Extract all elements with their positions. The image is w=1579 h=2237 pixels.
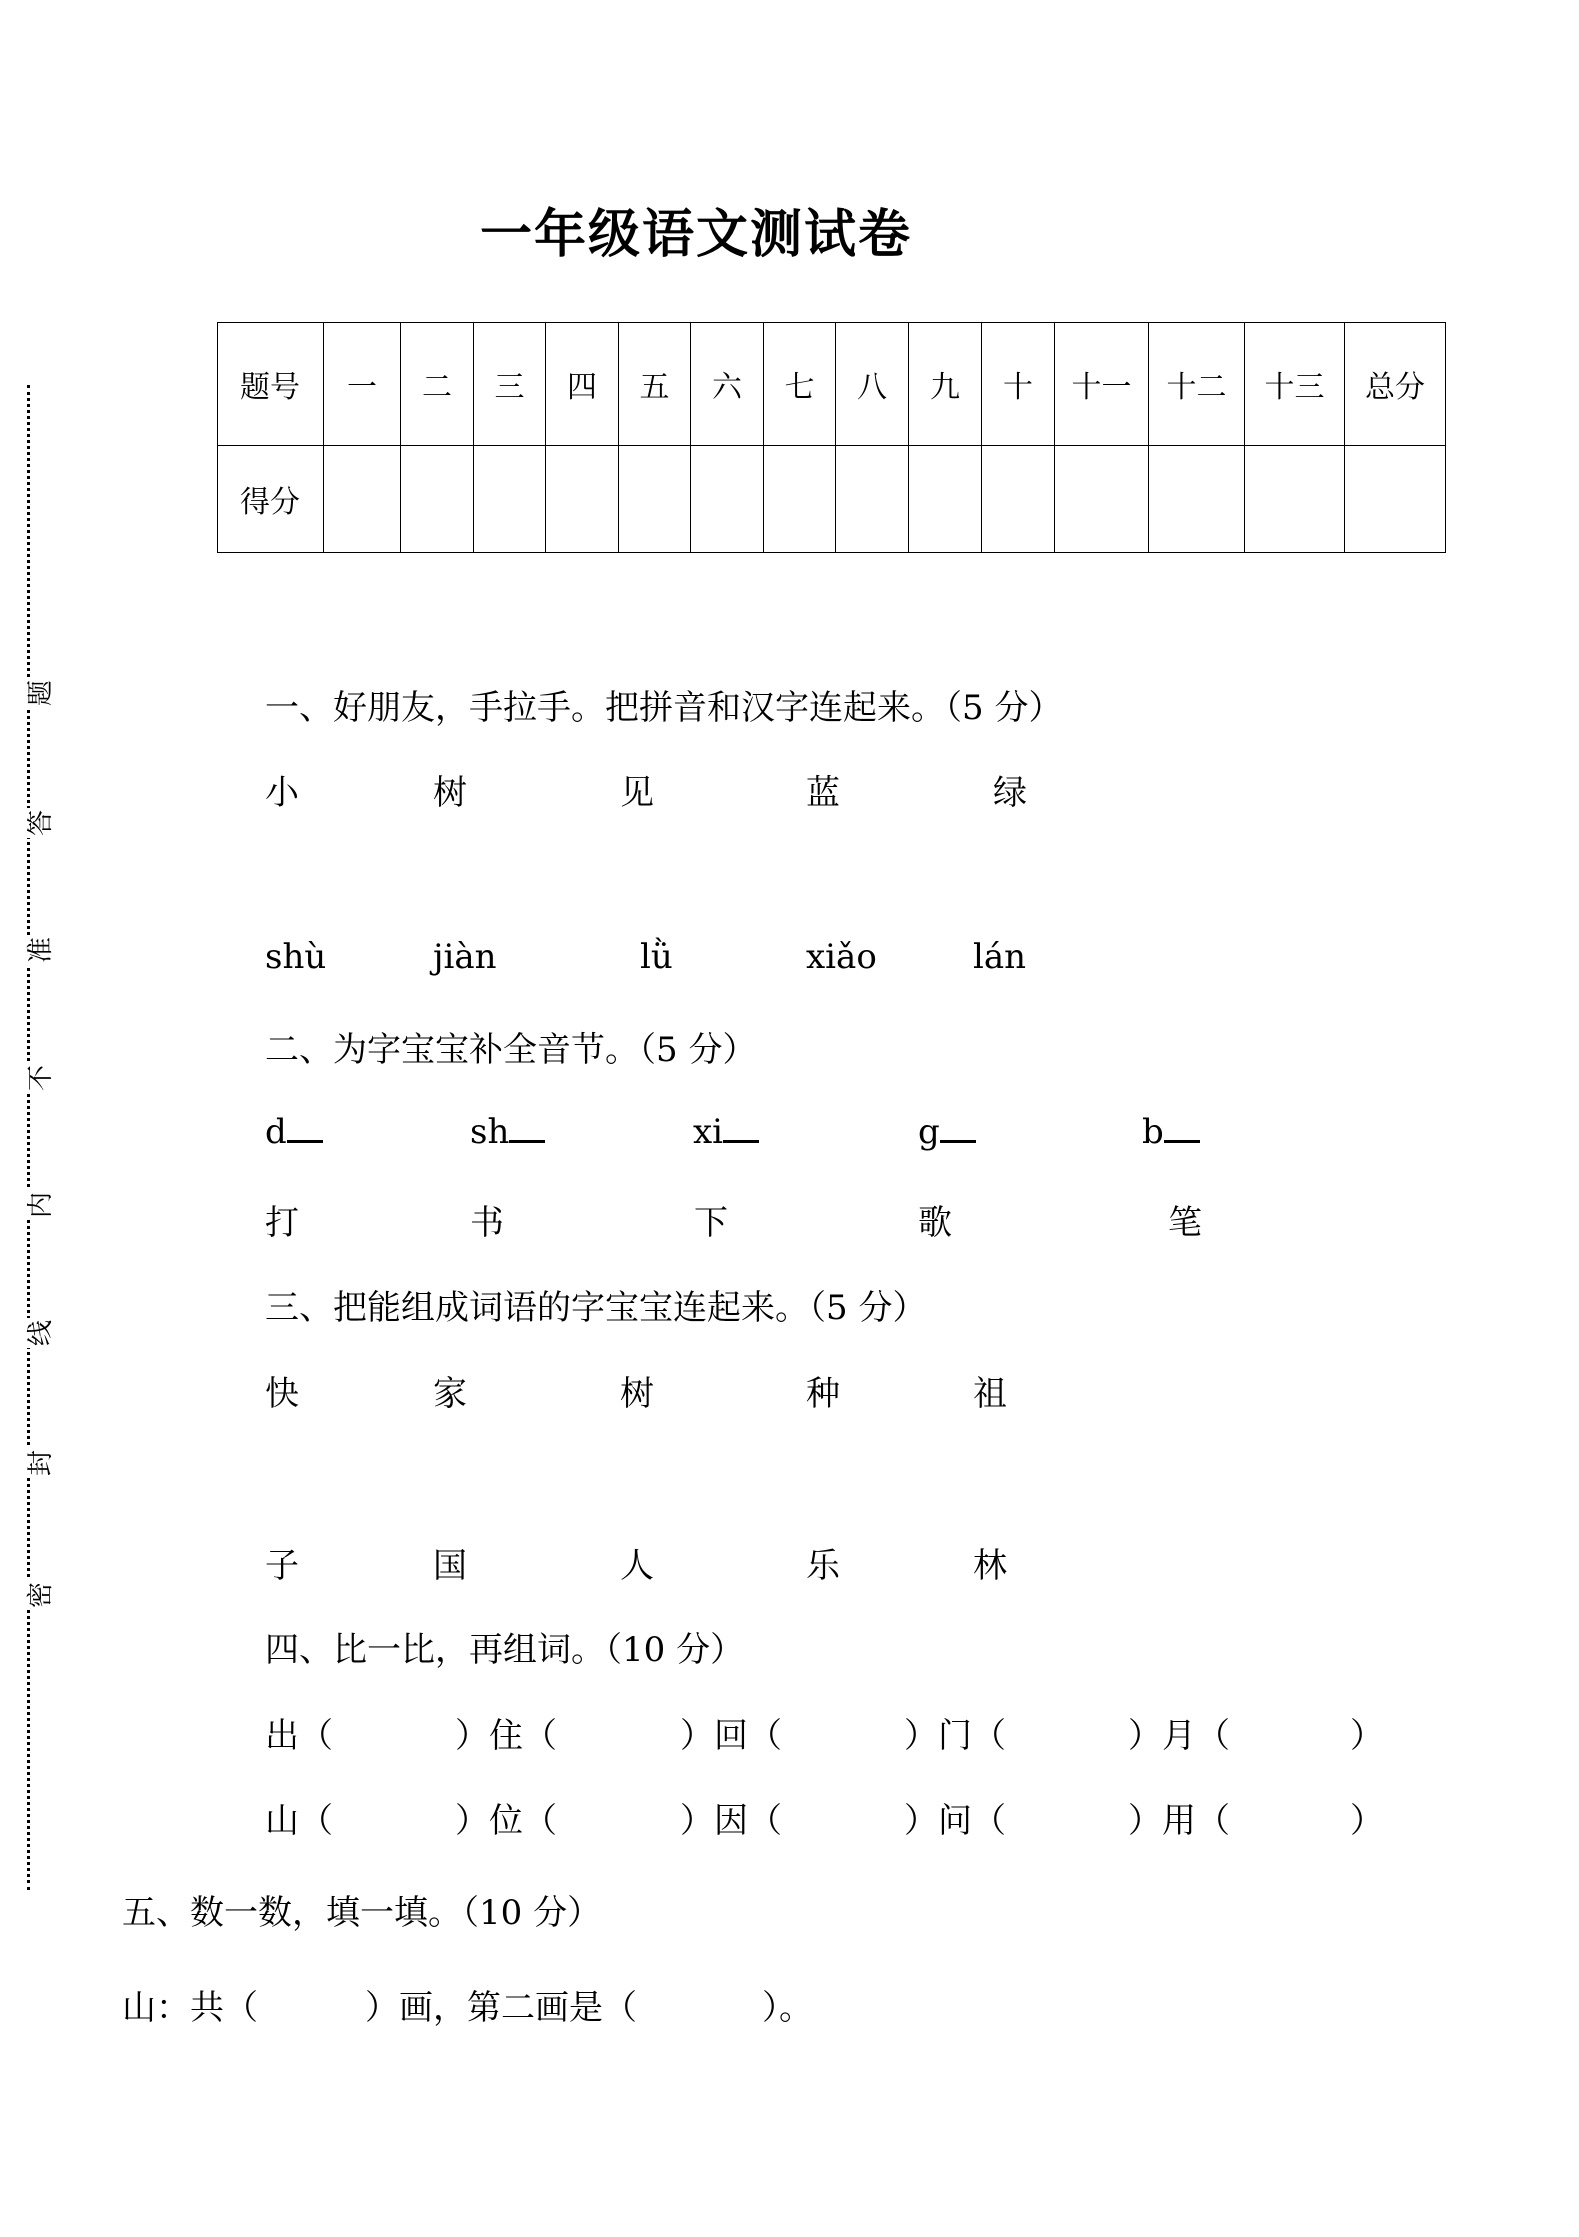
q4-row2-item: ）因（ — [680, 1801, 782, 1841]
column-header: 七 — [764, 323, 836, 446]
q2-syllable — [693, 1110, 759, 1152]
column-header: 一 — [324, 323, 401, 446]
score-label-cell: 得分 — [218, 446, 324, 553]
syllable-initial: sh — [470, 1112, 510, 1152]
q3-bottom-char: 国 — [433, 1546, 467, 1586]
column-header: 十三 — [1245, 323, 1345, 446]
q3-bottom-char: 人 — [620, 1546, 654, 1586]
question-5-title: 五、数一数，填一填。（10 分） — [122, 1893, 602, 1933]
q5-line-part: 山：共（ — [122, 1988, 258, 2028]
q4-row1-item: ）回（ — [680, 1716, 782, 1756]
q1-pinyin: xiǎo — [806, 937, 877, 977]
question-4-title: 四、比一比，再组词。（10 分） — [265, 1630, 745, 1670]
q1-pinyin: shù — [265, 937, 327, 977]
score-cell[interactable] — [324, 446, 401, 553]
column-header: 十 — [982, 323, 1055, 446]
column-header: 九 — [909, 323, 982, 446]
question-1-title: 一、好朋友，手拉手。把拼音和汉字连起来。（5 分） — [265, 688, 1063, 728]
column-header: 八 — [836, 323, 909, 446]
q1-pinyin: lǜ — [640, 937, 673, 977]
syllable-initial: b — [1142, 1112, 1164, 1152]
q2-syllable — [265, 1110, 323, 1152]
score-table-header-row — [218, 323, 1446, 446]
seal-char: 密 — [26, 1582, 56, 1609]
q5-line-part: ）画，第二画是（ — [365, 1988, 637, 2028]
seal-char: 内 — [26, 1192, 56, 1219]
q2-hanzi: 笔 — [1168, 1203, 1202, 1243]
q4-row2-item: ）问（ — [904, 1801, 1006, 1841]
score-cell[interactable] — [474, 446, 546, 553]
syllable-initial: d — [265, 1112, 287, 1152]
q2-hanzi: 打 — [265, 1203, 299, 1243]
score-cell-total[interactable] — [1345, 446, 1446, 553]
score-cell[interactable] — [909, 446, 982, 553]
score-cell[interactable] — [1149, 446, 1245, 553]
seal-char: 答 — [26, 810, 56, 837]
syllable-blank[interactable] — [723, 1110, 759, 1143]
score-cell[interactable] — [836, 446, 909, 553]
q1-pinyin: lán — [973, 937, 1027, 977]
q1-hanzi: 树 — [433, 773, 467, 813]
seal-line-text — [26, 660, 56, 1609]
syllable-blank[interactable] — [287, 1110, 323, 1143]
syllable-blank[interactable] — [940, 1110, 976, 1143]
q4-row1-item: ）月（ — [1128, 1716, 1230, 1756]
q3-top-char: 祖 — [973, 1374, 1007, 1414]
q2-hanzi: 书 — [470, 1203, 504, 1243]
q5-line-part: ）。 — [762, 1988, 813, 2028]
column-header: 二 — [401, 323, 474, 446]
q3-bottom-char: 林 — [973, 1546, 1007, 1586]
question-2-title: 二、为字宝宝补全音节。（5 分） — [265, 1030, 757, 1070]
q2-hanzi: 下 — [694, 1203, 728, 1243]
score-cell[interactable] — [982, 446, 1055, 553]
syllable-initial: xi — [693, 1112, 724, 1152]
score-cell[interactable] — [764, 446, 836, 553]
q4-row1-item: ）住（ — [455, 1716, 557, 1756]
column-header: 四 — [546, 323, 619, 446]
column-header: 十二 — [1149, 323, 1245, 446]
q3-top-char: 种 — [806, 1374, 840, 1414]
question-3-title: 三、把能组成词语的字宝宝连起来。（5 分） — [265, 1288, 927, 1328]
q1-hanzi: 见 — [620, 773, 654, 813]
seal-char: 题 — [26, 680, 56, 707]
header-label-cell: 题号 — [218, 323, 324, 446]
column-header: 六 — [691, 323, 764, 446]
column-header-total: 总分 — [1345, 323, 1446, 446]
seal-char: 线 — [26, 1320, 56, 1347]
score-table-score-row — [218, 446, 1446, 553]
page-title: 一年级语文测试卷 — [480, 204, 913, 265]
score-cell[interactable] — [1245, 446, 1345, 553]
seal-char: 准 — [26, 937, 56, 964]
q4-row2-item: ）用（ — [1128, 1801, 1230, 1841]
q4-row1-item: 出（ — [265, 1716, 333, 1756]
seal-char: 不 — [26, 1065, 56, 1092]
syllable-initial: g — [918, 1112, 940, 1152]
column-header: 五 — [619, 323, 691, 446]
score-table — [217, 322, 1446, 553]
score-cell[interactable] — [619, 446, 691, 553]
column-header: 三 — [474, 323, 546, 446]
q1-pinyin: jiàn — [433, 937, 497, 977]
syllable-blank[interactable] — [509, 1110, 545, 1143]
q1-hanzi: 小 — [265, 773, 299, 813]
syllable-blank[interactable] — [1164, 1110, 1200, 1143]
q4-row2-item: ） — [1350, 1801, 1384, 1841]
q2-hanzi: 歌 — [918, 1203, 952, 1243]
seal-char: 封 — [26, 1450, 56, 1477]
q4-row1-item: ）门（ — [904, 1716, 1006, 1756]
q3-bottom-char: 乐 — [806, 1546, 840, 1586]
q2-syllable — [470, 1110, 545, 1152]
q3-top-char: 家 — [433, 1374, 467, 1414]
q2-syllable — [918, 1110, 976, 1152]
column-header: 十一 — [1055, 323, 1149, 446]
q1-hanzi: 绿 — [993, 773, 1027, 813]
q4-row2-item: 山（ — [265, 1801, 333, 1841]
q2-syllable — [1142, 1110, 1200, 1152]
q3-top-char: 快 — [265, 1374, 299, 1414]
q3-top-char: 树 — [620, 1374, 654, 1414]
score-cell[interactable] — [401, 446, 474, 553]
q4-row1-item: ） — [1350, 1716, 1384, 1756]
q3-bottom-char: 子 — [265, 1546, 299, 1586]
score-cell[interactable] — [691, 446, 764, 553]
q1-hanzi: 蓝 — [806, 773, 840, 813]
score-cell[interactable] — [546, 446, 619, 553]
q4-row2-item: ）位（ — [455, 1801, 557, 1841]
score-cell[interactable] — [1055, 446, 1149, 553]
